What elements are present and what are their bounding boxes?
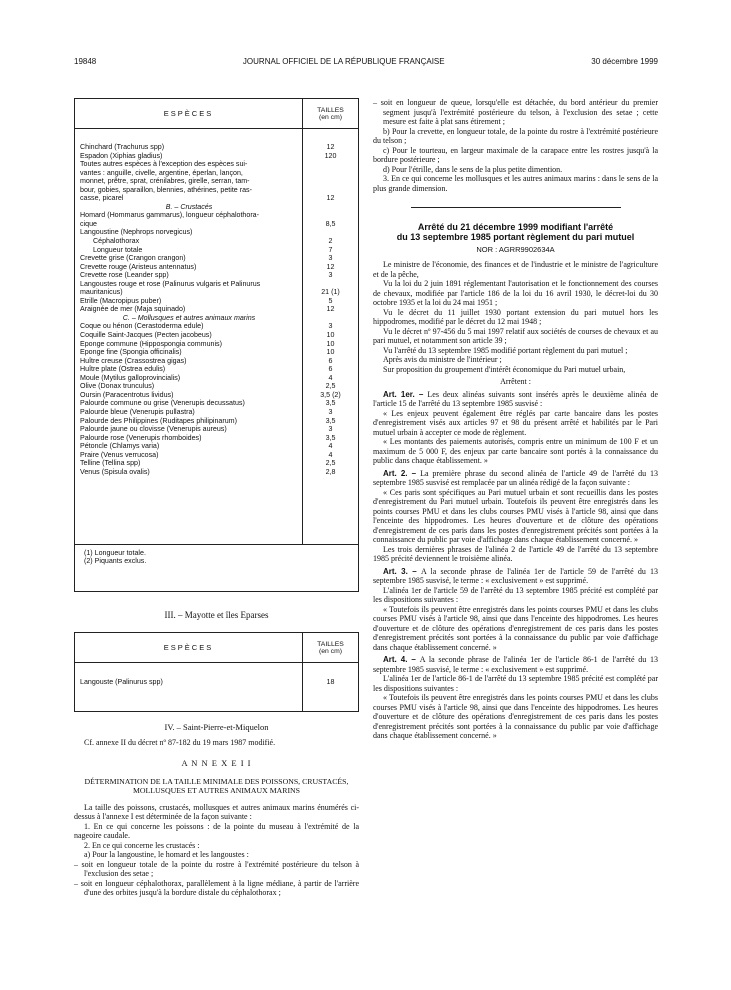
- species-name: Huître creuse (Crassostrea gigas): [80, 356, 187, 365]
- paragraph: a) Pour la langoustine, le homard et les langoustes :: [84, 850, 249, 859]
- paragraph: – soit en longueur de queue, lorsqu'elle est détachée, du bord antérieur du premier segment jusqu'à l'extrémité postérieure du telson, à l'exclusion des setae ; cette mesure est faite à plat sans étirement ;: [373, 98, 658, 126]
- annexe-continued: [373, 98, 658, 193]
- species-name: Toutes autres espèces à l'exception des espèces sui-: [80, 160, 248, 169]
- species-name: Palourde jaune ou clovisse (Venerupis aureus): [80, 425, 227, 434]
- species-name: Eponge fine (Spongia officinalis): [80, 348, 182, 357]
- size-value: 10: [326, 348, 335, 357]
- separator: [411, 207, 621, 208]
- species-name: Palourde des Philippines (Ruditapes philipinarum): [80, 416, 237, 425]
- table-header: [75, 633, 358, 663]
- paragraph: 3. En ce qui concerne les mollusques et les autres animaux marins : dans le sens de la plus grande dimension.: [373, 174, 658, 193]
- species-name: Espadon (Xiphias gladius): [80, 151, 163, 160]
- section-label: B. – Crustacés: [165, 202, 213, 211]
- species-name: vantes : anguille, civelle, argentine, éperlan, lançon,: [80, 168, 243, 177]
- spm-heading: IV. – Saint-Pierre-et-Miquelon: [164, 722, 269, 732]
- col-species: ESPÈCES: [163, 643, 214, 652]
- paragraph: Vu la loi du 2 juin 1891 réglementant l'autorisation et le fonctionnement des courses de chevaux, modifiée par l'article 186 de la loi du 16 avril 1930, le décret-loi du 30 octobre 1935 et la loi du 24 mai 1951 ;: [373, 279, 658, 307]
- size-value: 6: [328, 356, 333, 365]
- table-footnotes: [75, 544, 358, 571]
- nor-reference: NOR : AGRR9902634A: [476, 245, 555, 254]
- size-value: 18: [302, 663, 358, 711]
- annexe-heading: A N N E X E I I: [181, 757, 252, 768]
- species-name: Araignée de mer (Maja squinado): [80, 305, 186, 314]
- size-value: 4: [328, 373, 333, 382]
- size-value: 12: [326, 305, 335, 314]
- species-name: Palourde commune ou grise (Venerupis decussatus): [80, 399, 245, 408]
- paragraph: La taille des poissons, crustacés, mollusques et autres animaux marins énumérés ci-dessus à l'annexe I est déterminée de la façon suivante :: [74, 802, 359, 821]
- species-name: casse, picarel: [80, 194, 124, 203]
- size-value: [303, 280, 358, 289]
- species-name: Eponge commune (Hippospongia communis): [80, 339, 222, 348]
- mayotte-heading: III. – Mayotte et îles Eparses: [164, 610, 269, 620]
- size-value: 120: [324, 151, 337, 160]
- size-value: 4: [328, 442, 333, 451]
- size-value: 5: [328, 296, 333, 305]
- article: Art. 3. – A la seconde phrase de l'alinéa 1er de l'article 59 de l'arrêté du 13 septembre 1985 susvisé, le terme : « exclusivement » est supprimé.: [373, 566, 658, 585]
- species-name: mauritanicus): [80, 288, 123, 297]
- size-value: 3: [328, 271, 333, 280]
- species-name: Coque ou hénon (Cerastoderma edule): [80, 322, 204, 331]
- species-name: Langoustes rouge et rose (Palinurus vulgaris et Palinurus: [80, 279, 261, 288]
- annexe-body: [74, 803, 359, 898]
- size-values: [302, 129, 358, 544]
- size-value: 3,5: [325, 416, 336, 425]
- size-value: 3: [328, 322, 333, 331]
- size-value: 2,5: [325, 459, 336, 468]
- species-name: Etrille (Macropipus puber): [80, 296, 162, 305]
- species-name: cique: [80, 219, 97, 228]
- species-names: [75, 129, 302, 544]
- size-value: 8,5: [325, 219, 336, 228]
- arrete-articles: [373, 390, 658, 741]
- species-name: monnet, prêtre, sprat, crénilabres, girelle, serran, tam-: [80, 177, 250, 186]
- species-name: Pétoncle (Chlamys varia): [80, 442, 160, 451]
- species-size-table: [74, 98, 359, 592]
- article: Art. 2. – La première phrase du second alinéa de l'article 49 de l'arrêté du 13 septembre 1985 susvisé est remplacée par un alinéa rédigé de la façon suivante :: [373, 468, 658, 487]
- paragraph: Sur proposition du groupement d'intérêt économique du Pari mutuel urbain,: [383, 364, 626, 374]
- size-value: 7: [328, 245, 333, 254]
- species-name: Huître plate (Ostrea edulis): [80, 365, 166, 374]
- size-value: [303, 228, 358, 237]
- species-name: bour, gobies, sparaillon, blennies, athérines, petite ras-: [80, 185, 252, 194]
- size-value: [303, 169, 358, 178]
- species-name: Chinchard (Trachurus spp): [80, 143, 165, 151]
- paragraph: Vu l'arrêté du 13 septembre 1985 modifié portant règlement du pari mutuel ;: [383, 345, 628, 355]
- size-value: [303, 160, 358, 169]
- table-row: Langouste (Palinurus spp): [80, 678, 163, 686]
- article: Art. 1er. – Les deux alinéas suivants sont insérés après le deuxième alinéa de l'article 15 de l'arrêté du 13 septembre 1985 susvisé :: [373, 389, 659, 408]
- species-name: Céphalothorax: [93, 237, 140, 246]
- article-label: Art. 1er. –: [383, 389, 428, 399]
- journal-title: JOURNAL OFFICIEL DE LA RÉPUBLIQUE FRANÇAISE: [242, 57, 445, 66]
- species-name: Crevette rose (Leander spp): [80, 271, 169, 280]
- size-value: 4: [328, 450, 333, 459]
- size-value: 10: [326, 339, 335, 348]
- issue-date: 30 décembre 1999: [591, 57, 658, 66]
- footnote-1: (1) Longueur totale.: [84, 549, 146, 557]
- col-species: ESPÈCES: [163, 109, 214, 118]
- species-name: Praire (Venus verrucosa): [80, 450, 159, 459]
- size-value: 12: [326, 262, 335, 271]
- paragraph: « Toutefois ils peuvent être enregistrés dans les points courses PMU et dans les clubs courses PMU visés à l'article 98, ainsi que dans l'enceinte des hippodromes. Les heures d'ouverture et de clôture des opérations d'enregistrement de ces paris dans les postes d'enregistrement précités sont portées à la connaissance du public par voie d'affichage dans chaque établissement concerné. »: [373, 693, 658, 740]
- col-size: TAILLES (en cm): [302, 99, 358, 128]
- table-body: [75, 129, 358, 544]
- paragraph: Vu le décret nº 97-456 du 5 mai 1997 relatif aux sociétés de courses de chevaux et au pari mutuel, et notamment son article 39 ;: [373, 326, 658, 345]
- size-value: 21 (1): [321, 288, 340, 297]
- species-name: Moule (Mytilus galloprovincialis): [80, 373, 181, 382]
- paragraph: « Toutefois ils peuvent être enregistrés dans les points courses PMU et dans les clubs courses PMU visés à l'article 98, ainsi que dans l'enceinte des hippodromes. Les heures d'ouverture et de clôture des opérations d'enregistrement de ces paris dans les postes d'enregistrement précités sont portées à la connaissance du public par voie d'affichage dans chaque établissement concerné. »: [373, 604, 658, 652]
- paragraph: Les trois dernières phrases de l'alinéa 2 de l'article 49 de l'arrêté du 13 septembre 1985 précité deviennent le troisième alinéa.: [373, 544, 658, 563]
- page-number: 19848: [74, 57, 97, 66]
- right-column: [373, 98, 658, 741]
- size-value: 3: [328, 425, 333, 434]
- paragraph: Vu le décret du 11 juillet 1930 portant extension du pari mutuel hors les hippodromes, modifié par le décret du 12 mai 1948 ;: [373, 307, 658, 326]
- paragraph: 2. En ce qui concerne les crustacés :: [84, 840, 200, 850]
- size-value: 12: [326, 194, 335, 203]
- size-value: 2,8: [325, 467, 336, 476]
- species-name: Telline (Tellina spp): [80, 459, 141, 468]
- paragraph: L'alinéa 1er de l'article 86-1 de l'arrêté du 13 septembre 1985 précité est complété par les dispositions suivantes :: [373, 674, 658, 693]
- article-label: Art. 4. –: [383, 655, 420, 664]
- annexe-title: DÉTERMINATION DE LA TAILLE MINIMALE DES POISSONS, CRUSTACÉS, MOLLUSQUES ET AUTRES ANIMAUX MARINS: [84, 776, 349, 795]
- species-name: Crevette rouge (Aristeus antennatus): [80, 262, 197, 271]
- size-value: [303, 186, 358, 195]
- paragraph: 1. En ce qui concerne les poissons : de la pointe du museau à l'extrémité de la nageoire caudale.: [74, 821, 359, 840]
- spm-text: Cf. annexe II du décret nº 87-182 du 19 mars 1987 modifié.: [84, 738, 276, 747]
- species-name: Homard (Hommarus gammarus), longueur céphalothora-: [80, 211, 259, 220]
- arrete-title: Arrêté du 21 décembre 1999 modifiant l'arrêté du 13 septembre 1985 portant règlement du pari mutuel: [396, 222, 635, 242]
- left-column: [74, 98, 359, 898]
- article-label: Art. 3. –: [383, 566, 422, 576]
- size-value: 6: [328, 365, 333, 374]
- size-value: [303, 203, 358, 212]
- paragraph: L'alinéa 1er de l'article 59 de l'arrêté du 13 septembre 1985 précité est complété par les dispositions suivantes :: [373, 585, 658, 604]
- size-value: 2: [328, 237, 333, 246]
- species-name: Olive (Donax trunculus): [80, 382, 155, 391]
- size-value: 12: [326, 143, 335, 151]
- paragraph: Le ministre de l'économie, des finances et de l'industrie et le ministre de l'agriculture et de la pêche,: [373, 260, 658, 279]
- size-value: 10: [326, 331, 335, 340]
- arrete-preamble: [373, 260, 658, 387]
- footnote-2: (2) Piquants exclus.: [84, 556, 147, 565]
- size-value: 2,5: [325, 382, 336, 391]
- species-name: Longueur totale: [93, 245, 143, 254]
- size-value: 3,5: [325, 433, 336, 442]
- paragraph: « Les enjeux peuvent également être réglés par carte bancaire dans les postes d'enregistrement visés aux articles 97 et 98 du présent arrêté et habilités par le Pari mutuel urbain à accepter ce mode de règlement.: [373, 408, 658, 437]
- species-name: Coquille Saint-Jacques (Pecten jacobeus): [80, 331, 212, 340]
- species-name: Venus (Spisula ovalis): [80, 467, 150, 476]
- size-value: [303, 177, 358, 186]
- paragraph: « Les montants des paiements autorisés, compris entre un minimum de 100 F et un maximum de 5 000 F, des enjeux par carte bancaire sont portés à la connaissance du public dans chaque établissement. »: [373, 437, 658, 465]
- size-value: 3: [328, 254, 333, 263]
- paragraph: Arrêtent :: [500, 377, 531, 386]
- paragraph: – soit en longueur totale de la pointe du rostre à l'extrémité postérieure du telson à l'exclusion des setae ;: [74, 859, 359, 878]
- species-name: Palourde bleue (Venerupis pullastra): [80, 407, 195, 416]
- size-value: 3,5 (2): [320, 390, 341, 399]
- section-label: C. – Mollusques et autres animaux marins: [122, 313, 256, 322]
- species-name: Crevette grise (Crangon crangon): [80, 254, 186, 263]
- article: Art. 4. – A la seconde phrase de l'alinéa 1er de l'article 86-1 de l'arrêté du 13 septembre 1985 susvisé, le terme : « exclusivement » est supprimé.: [373, 655, 658, 674]
- paragraph: – soit en longueur céphalothorax, parallèlement à la ligne médiane, à partir de l'arrière d'une des orbites jusqu'à la bordure distale du céphalothorax ;: [74, 878, 359, 897]
- paragraph: b) Pour la crevette, en longueur totale, de la pointe du rostre à l'extrémité postérieure du telson ;: [373, 126, 658, 145]
- page-header: [74, 57, 658, 66]
- paragraph: c) Pour le tourteau, en largeur maximale de la carapace entre les rostres jusqu'à la bordure postérieure ;: [373, 145, 658, 164]
- table-header: [75, 99, 358, 129]
- table-body: [75, 663, 358, 711]
- paragraph: d) Pour l'étrille, dans le sens de la plus petite dimention.: [383, 164, 563, 174]
- species-name: Palourde rose (Venerupis rhomboides): [80, 433, 202, 442]
- article-label: Art. 2. –: [383, 468, 421, 478]
- size-value: [303, 314, 358, 323]
- paragraph: Après avis du ministre de l'intérieur ;: [383, 355, 502, 364]
- paragraph: « Ces paris sont spécifiques au Pari mutuel urbain et sont recueillis dans les postes d'enregistrement du Pari mutuel urbain. Toutefois ils peuvent être enregistrés dans les points courses PMU et dans les clubs courses PMU visés à l'article 98, ainsi que dans l'enceinte des hippodromes. Les heures d'ouverture et de clôture des opérations d'enregistrement de ces paris dans les postes d'enregistrement précités sont portées à la connaissance du public par voie d'affichage dans chaque établissement concerné. »: [373, 487, 658, 544]
- size-value: 3: [328, 407, 333, 416]
- col-size: TAILLES (en cm): [302, 633, 358, 662]
- species-name: Oursin (Paracentrotus lividus): [80, 390, 174, 399]
- size-value: [303, 211, 358, 220]
- size-value: 3,5: [325, 399, 336, 408]
- species-name: Langoustine (Nephrops norvegicus): [80, 228, 193, 237]
- mayotte-table: [74, 632, 359, 712]
